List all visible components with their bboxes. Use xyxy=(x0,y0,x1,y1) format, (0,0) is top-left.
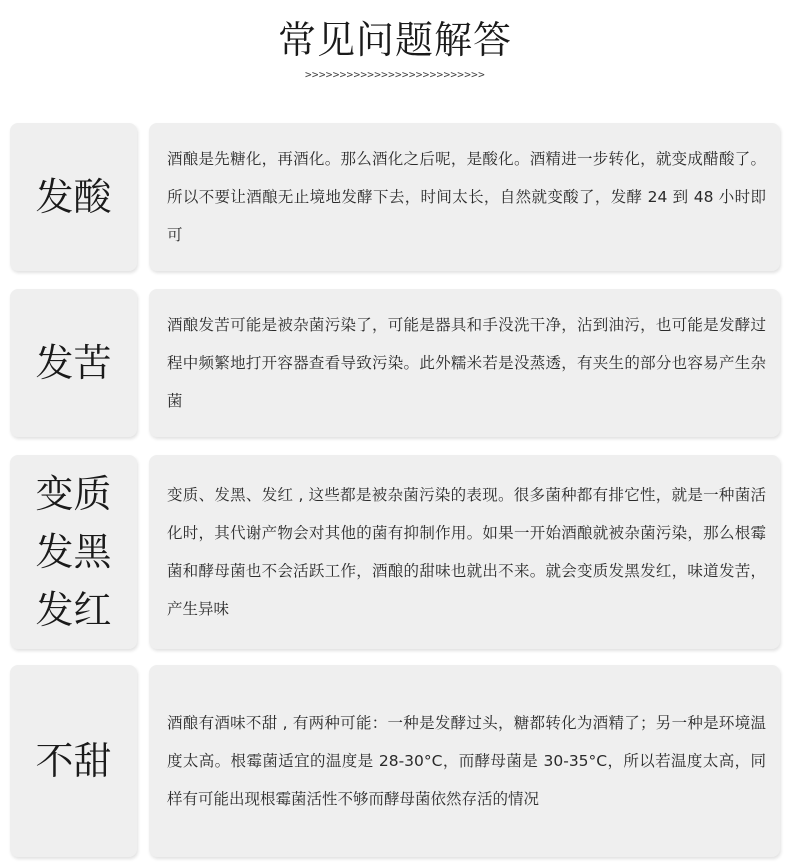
faq-label-box xyxy=(10,289,137,437)
faq-label-box xyxy=(10,665,137,857)
faq-answer: 酒酿发苦可能是被杂菌污染了，可能是器具和手没洗干净，沾到油污，也可能是发酵过程中频繁地打开容器查看导致污染。此外糯米若是没蒸透，有夹生的部分也容易产生杂菌 xyxy=(167,316,766,410)
faq-answer-box xyxy=(149,665,780,857)
faq-item-bitter xyxy=(10,289,780,437)
faq-label-box xyxy=(10,123,137,271)
faq-item-sour xyxy=(10,123,780,271)
faq-label-box xyxy=(10,455,137,649)
page-title: 常见问题解答 xyxy=(277,18,512,62)
faq-label: 变质发黑发红 xyxy=(35,472,112,632)
faq-answer-box xyxy=(149,123,780,271)
title-divider: >>>>>>>>>>>>>>>>>>>>>>>>>> xyxy=(305,68,485,81)
faq-item-not-sweet xyxy=(10,665,780,857)
faq-answer: 变质、发黑、发红 , 这些都是被杂菌污染的表现。很多菌种都有排它性，就是一种菌活化时，其代谢产物会对其他的菌有抑制作用。如果一开始酒酿就被杂菌污染，那么根霉菌和酵母菌也不会活跃工作，酒酿的甜味也就出不来。就会变质发黑发红，味道发苦，产生异味 xyxy=(167,486,766,618)
faq-answer: 酒酿是先糖化，再酒化。那么酒化之后呢，是酸化。酒精进一步转化，就变成醋酸了。所以不要让酒酿无止境地发酵下去，时间太长，自然就变酸了，发酵 24 到 48 小时即可 xyxy=(167,150,766,244)
faq-item-spoiled xyxy=(10,455,780,649)
faq-label: 发酸 xyxy=(35,175,112,219)
faq-label: 发苦 xyxy=(35,341,112,385)
faq-answer: 酒酿有酒味不甜 , 有两种可能：一种是发酵过头，糖都转化为酒精了；另一种是环境温度太高。根霉菌适宜的温度是 28-30°C，而酵母菌是 30-35°C，所以若温度太高，同样有可能出现根霉菌活性不够而酵母菌依然存活的情况 xyxy=(167,714,766,808)
faq-answer-box xyxy=(149,455,780,649)
faq-answer-box xyxy=(149,289,780,437)
faq-label: 不甜 xyxy=(35,739,112,783)
